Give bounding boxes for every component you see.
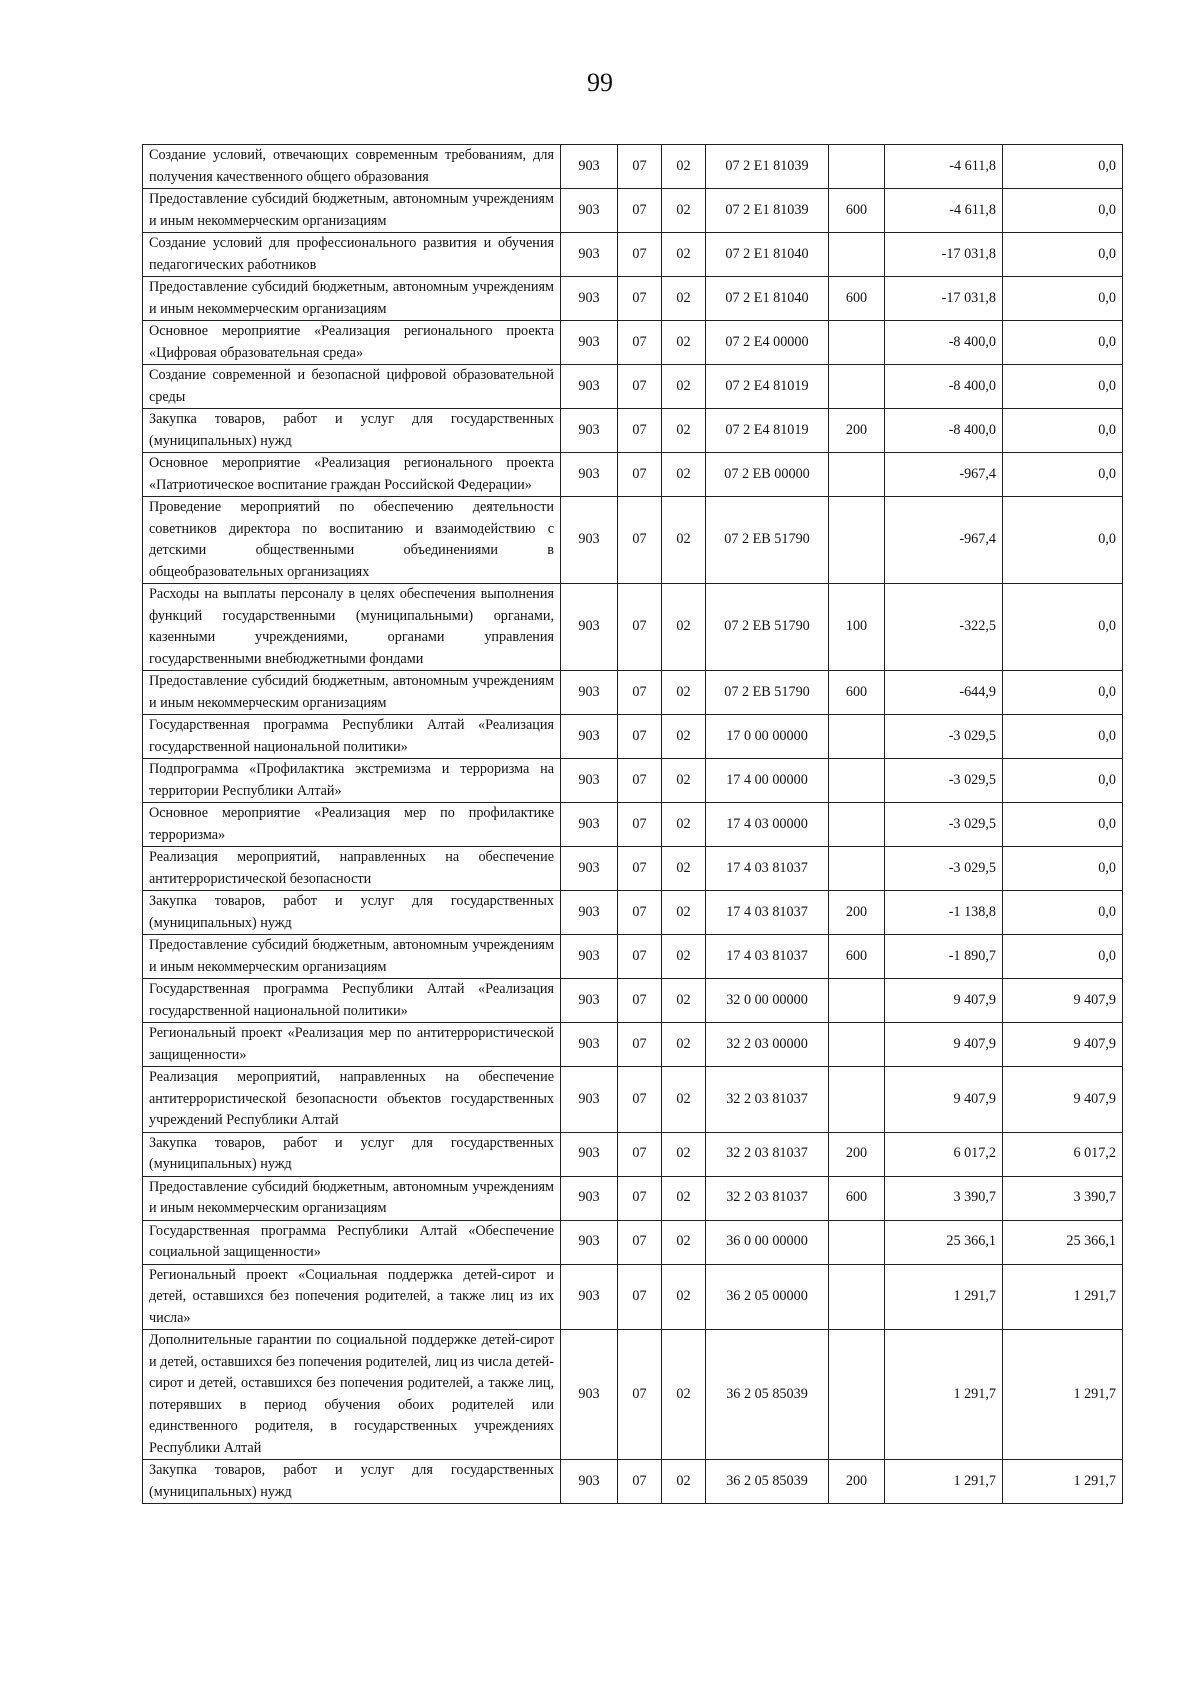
- table-row: [143, 1220, 1123, 1264]
- row-amount-2: 6 017,2: [1003, 1132, 1123, 1176]
- row-description: Расходы на выплаты персоналу в целях обеспечения выполнения функций государственными (муниципальными) органами, казенными учреждениями, органами управления государственными внебюджетными фондами: [143, 584, 561, 671]
- table-row: [143, 1460, 1123, 1504]
- row-subsection-code: 02: [662, 759, 706, 803]
- row-amount-1: -3 029,5: [885, 847, 1003, 891]
- row-ministry-code: 903: [561, 365, 618, 409]
- row-description: Закупка товаров, работ и услуг для государственных (муниципальных) нужд: [143, 409, 561, 453]
- row-expense-type: 200: [829, 1460, 885, 1504]
- row-amount-2: 0,0: [1003, 453, 1123, 497]
- row-target-article: 17 4 00 00000: [706, 759, 829, 803]
- row-ministry-code: 903: [561, 233, 618, 277]
- row-description: Реализация мероприятий, направленных на обеспечение антитеррористической безопасности: [143, 847, 561, 891]
- row-section-code: 07: [618, 759, 662, 803]
- row-target-article: 32 2 03 00000: [706, 1023, 829, 1067]
- table-row: [143, 1132, 1123, 1176]
- row-amount-1: 25 366,1: [885, 1220, 1003, 1264]
- row-expense-type: 200: [829, 891, 885, 935]
- row-target-article: 36 2 05 85039: [706, 1330, 829, 1460]
- row-amount-1: -8 400,0: [885, 409, 1003, 453]
- row-description: Закупка товаров, работ и услуг для государственных (муниципальных) нужд: [143, 1460, 561, 1504]
- row-subsection-code: 02: [662, 1067, 706, 1133]
- row-ministry-code: 903: [561, 1330, 618, 1460]
- row-description: Основное мероприятие «Реализация регионального проекта «Патриотическое воспитание граждан Российской Федерации»: [143, 453, 561, 497]
- row-subsection-code: 02: [662, 979, 706, 1023]
- row-subsection-code: 02: [662, 715, 706, 759]
- table-row: [143, 759, 1123, 803]
- row-amount-2: 0,0: [1003, 409, 1123, 453]
- row-ministry-code: 903: [561, 453, 618, 497]
- table-row: [143, 453, 1123, 497]
- row-target-article: 07 2 E4 81019: [706, 365, 829, 409]
- row-subsection-code: 02: [662, 145, 706, 189]
- row-target-article: 17 4 03 81037: [706, 935, 829, 979]
- row-target-article: 07 2 E4 81019: [706, 409, 829, 453]
- row-section-code: 07: [618, 1067, 662, 1133]
- row-amount-2: 0,0: [1003, 584, 1123, 671]
- table-row: [143, 1067, 1123, 1133]
- row-ministry-code: 903: [561, 497, 618, 584]
- row-amount-1: 9 407,9: [885, 1067, 1003, 1133]
- table-row: [143, 321, 1123, 365]
- row-description: Закупка товаров, работ и услуг для государственных (муниципальных) нужд: [143, 891, 561, 935]
- row-expense-type: [829, 1220, 885, 1264]
- row-description: Дополнительные гарантии по социальной поддержке детей-сирот и детей, оставшихся без попечения родителей, лиц из числа детей-сирот и детей, оставшихся без попечения родителей, а также лиц, потерявших в период обучения обоих родителей или единственного родителя, в государственных учреждениях Республики Алтай: [143, 1330, 561, 1460]
- row-amount-2: 1 291,7: [1003, 1264, 1123, 1330]
- row-subsection-code: 02: [662, 1264, 706, 1330]
- row-target-article: 17 4 03 00000: [706, 803, 829, 847]
- row-amount-2: 0,0: [1003, 189, 1123, 233]
- row-description: Предоставление субсидий бюджетным, автономным учреждениям и иным некоммерческим организациям: [143, 189, 561, 233]
- row-description: Региональный проект «Реализация мер по антитеррористической защищенности»: [143, 1023, 561, 1067]
- budget-table-body: [143, 145, 1123, 1504]
- budget-table: [142, 144, 1123, 1504]
- row-expense-type: 200: [829, 409, 885, 453]
- row-target-article: 32 2 03 81037: [706, 1176, 829, 1220]
- row-ministry-code: 903: [561, 321, 618, 365]
- row-amount-2: 9 407,9: [1003, 1023, 1123, 1067]
- row-amount-1: 9 407,9: [885, 1023, 1003, 1067]
- row-section-code: 07: [618, 979, 662, 1023]
- row-target-article: 17 4 03 81037: [706, 891, 829, 935]
- table-row: [143, 935, 1123, 979]
- row-subsection-code: 02: [662, 1460, 706, 1504]
- row-target-article: 07 2 E1 81040: [706, 277, 829, 321]
- row-section-code: 07: [618, 1132, 662, 1176]
- row-subsection-code: 02: [662, 803, 706, 847]
- row-subsection-code: 02: [662, 584, 706, 671]
- row-section-code: 07: [618, 891, 662, 935]
- table-row: [143, 145, 1123, 189]
- row-subsection-code: 02: [662, 1132, 706, 1176]
- row-ministry-code: 903: [561, 935, 618, 979]
- table-row: [143, 189, 1123, 233]
- row-description: Основное мероприятие «Реализация мер по профилактике терроризма»: [143, 803, 561, 847]
- row-section-code: 07: [618, 1023, 662, 1067]
- row-subsection-code: 02: [662, 409, 706, 453]
- row-subsection-code: 02: [662, 497, 706, 584]
- row-section-code: 07: [618, 277, 662, 321]
- row-target-article: 07 2 EB 51790: [706, 584, 829, 671]
- row-ministry-code: 903: [561, 1023, 618, 1067]
- row-section-code: 07: [618, 409, 662, 453]
- row-subsection-code: 02: [662, 1023, 706, 1067]
- row-expense-type: [829, 979, 885, 1023]
- row-description: Государственная программа Республики Алтай «Реализация государственной национальной политики»: [143, 715, 561, 759]
- row-amount-1: -3 029,5: [885, 715, 1003, 759]
- row-ministry-code: 903: [561, 979, 618, 1023]
- row-amount-1: -8 400,0: [885, 321, 1003, 365]
- row-subsection-code: 02: [662, 1176, 706, 1220]
- row-expense-type: [829, 453, 885, 497]
- row-amount-2: 3 390,7: [1003, 1176, 1123, 1220]
- row-target-article: 17 0 00 00000: [706, 715, 829, 759]
- row-description: Предоставление субсидий бюджетным, автономным учреждениям и иным некоммерческим организациям: [143, 277, 561, 321]
- row-amount-1: -4 611,8: [885, 145, 1003, 189]
- row-section-code: 07: [618, 671, 662, 715]
- row-target-article: 36 2 05 00000: [706, 1264, 829, 1330]
- row-section-code: 07: [618, 497, 662, 584]
- table-row: [143, 1264, 1123, 1330]
- row-ministry-code: 903: [561, 715, 618, 759]
- row-subsection-code: 02: [662, 935, 706, 979]
- row-amount-2: 0,0: [1003, 759, 1123, 803]
- row-amount-2: 0,0: [1003, 365, 1123, 409]
- row-ministry-code: 903: [561, 891, 618, 935]
- row-subsection-code: 02: [662, 891, 706, 935]
- row-amount-1: -17 031,8: [885, 277, 1003, 321]
- row-amount-2: 0,0: [1003, 891, 1123, 935]
- row-description: Проведение мероприятий по обеспечению деятельности советников директора по воспитанию и взаимодействию с детскими общественными объединениями в общеобразовательных организациях: [143, 497, 561, 584]
- row-amount-1: -17 031,8: [885, 233, 1003, 277]
- row-target-article: 32 0 00 00000: [706, 979, 829, 1023]
- row-target-article: 32 2 03 81037: [706, 1067, 829, 1133]
- table-row: [143, 891, 1123, 935]
- row-amount-2: 0,0: [1003, 803, 1123, 847]
- page-number: 99: [587, 68, 613, 97]
- row-target-article: 07 2 E4 00000: [706, 321, 829, 365]
- table-row: [143, 584, 1123, 671]
- row-amount-2: 0,0: [1003, 321, 1123, 365]
- row-ministry-code: 903: [561, 1460, 618, 1504]
- table-row: [143, 671, 1123, 715]
- row-amount-1: 3 390,7: [885, 1176, 1003, 1220]
- row-amount-1: -967,4: [885, 497, 1003, 584]
- table-row: [143, 497, 1123, 584]
- row-amount-2: 0,0: [1003, 715, 1123, 759]
- row-section-code: 07: [618, 233, 662, 277]
- row-section-code: 07: [618, 1176, 662, 1220]
- row-target-article: 07 2 EB 51790: [706, 671, 829, 715]
- row-expense-type: 600: [829, 277, 885, 321]
- row-description: Региональный проект «Социальная поддержка детей-сирот и детей, оставшихся без попечения родителей, а также лиц из их числа»: [143, 1264, 561, 1330]
- table-row: [143, 1330, 1123, 1460]
- row-amount-1: -4 611,8: [885, 189, 1003, 233]
- row-target-article: 07 2 EB 00000: [706, 453, 829, 497]
- row-amount-2: 0,0: [1003, 671, 1123, 715]
- row-description: Основное мероприятие «Реализация регионального проекта «Цифровая образовательная среда»: [143, 321, 561, 365]
- row-amount-2: 0,0: [1003, 935, 1123, 979]
- row-expense-type: [829, 1330, 885, 1460]
- table-row: [143, 715, 1123, 759]
- row-description: Государственная программа Республики Алтай «Реализация государственной национальной политики»: [143, 979, 561, 1023]
- row-expense-type: [829, 847, 885, 891]
- row-amount-1: 9 407,9: [885, 979, 1003, 1023]
- row-target-article: 07 2 EB 51790: [706, 497, 829, 584]
- row-description: Создание современной и безопасной цифровой образовательной среды: [143, 365, 561, 409]
- row-amount-1: -8 400,0: [885, 365, 1003, 409]
- row-ministry-code: 903: [561, 1264, 618, 1330]
- row-ministry-code: 903: [561, 145, 618, 189]
- row-amount-1: -3 029,5: [885, 803, 1003, 847]
- row-expense-type: 200: [829, 1132, 885, 1176]
- row-amount-2: 0,0: [1003, 233, 1123, 277]
- row-section-code: 07: [618, 1330, 662, 1460]
- row-description: Подпрограмма «Профилактика экстремизма и терроризма на территории Республики Алтай»: [143, 759, 561, 803]
- row-description: Государственная программа Республики Алтай «Обеспечение социальной защищенности»: [143, 1220, 561, 1264]
- row-amount-2: 9 407,9: [1003, 979, 1123, 1023]
- row-subsection-code: 02: [662, 1220, 706, 1264]
- row-subsection-code: 02: [662, 671, 706, 715]
- table-row: [143, 1176, 1123, 1220]
- row-amount-1: -1 890,7: [885, 935, 1003, 979]
- row-ministry-code: 903: [561, 409, 618, 453]
- row-ministry-code: 903: [561, 759, 618, 803]
- row-target-article: 17 4 03 81037: [706, 847, 829, 891]
- row-ministry-code: 903: [561, 1176, 618, 1220]
- table-row: [143, 365, 1123, 409]
- row-expense-type: [829, 365, 885, 409]
- row-ministry-code: 903: [561, 847, 618, 891]
- row-ministry-code: 903: [561, 189, 618, 233]
- row-expense-type: [829, 1067, 885, 1133]
- row-expense-type: [829, 497, 885, 584]
- row-expense-type: 600: [829, 189, 885, 233]
- row-amount-2: 1 291,7: [1003, 1460, 1123, 1504]
- row-section-code: 07: [618, 321, 662, 365]
- row-section-code: 07: [618, 1264, 662, 1330]
- row-section-code: 07: [618, 453, 662, 497]
- row-subsection-code: 02: [662, 365, 706, 409]
- row-section-code: 07: [618, 715, 662, 759]
- row-target-article: 07 2 E1 81039: [706, 189, 829, 233]
- row-section-code: 07: [618, 189, 662, 233]
- table-row: [143, 979, 1123, 1023]
- row-section-code: 07: [618, 365, 662, 409]
- row-target-article: 07 2 E1 81039: [706, 145, 829, 189]
- row-amount-1: -3 029,5: [885, 759, 1003, 803]
- table-row: [143, 1023, 1123, 1067]
- row-expense-type: 600: [829, 671, 885, 715]
- row-amount-2: 0,0: [1003, 497, 1123, 584]
- row-subsection-code: 02: [662, 189, 706, 233]
- row-description: Создание условий, отвечающих современным требованиям, для получения качественного общего образования: [143, 145, 561, 189]
- row-amount-1: 6 017,2: [885, 1132, 1003, 1176]
- row-expense-type: [829, 321, 885, 365]
- row-ministry-code: 903: [561, 671, 618, 715]
- row-subsection-code: 02: [662, 277, 706, 321]
- row-section-code: 07: [618, 1460, 662, 1504]
- row-expense-type: [829, 1264, 885, 1330]
- row-expense-type: 600: [829, 1176, 885, 1220]
- row-description: Предоставление субсидий бюджетным, автономным учреждениям и иным некоммерческим организациям: [143, 671, 561, 715]
- row-expense-type: [829, 759, 885, 803]
- row-expense-type: [829, 145, 885, 189]
- row-subsection-code: 02: [662, 233, 706, 277]
- row-section-code: 07: [618, 1220, 662, 1264]
- row-ministry-code: 903: [561, 1132, 618, 1176]
- row-subsection-code: 02: [662, 453, 706, 497]
- row-target-article: 36 0 00 00000: [706, 1220, 829, 1264]
- row-description: Предоставление субсидий бюджетным, автономным учреждениям и иным некоммерческим организациям: [143, 935, 561, 979]
- row-amount-2: 1 291,7: [1003, 1330, 1123, 1460]
- row-section-code: 07: [618, 145, 662, 189]
- row-ministry-code: 903: [561, 803, 618, 847]
- row-subsection-code: 02: [662, 847, 706, 891]
- table-row: [143, 409, 1123, 453]
- row-amount-2: 0,0: [1003, 277, 1123, 321]
- row-amount-2: 0,0: [1003, 847, 1123, 891]
- row-section-code: 07: [618, 935, 662, 979]
- row-expense-type: 100: [829, 584, 885, 671]
- row-amount-1: -1 138,8: [885, 891, 1003, 935]
- row-target-article: 07 2 E1 81040: [706, 233, 829, 277]
- row-amount-2: 0,0: [1003, 145, 1123, 189]
- row-section-code: 07: [618, 584, 662, 671]
- row-section-code: 07: [618, 803, 662, 847]
- row-amount-1: 1 291,7: [885, 1460, 1003, 1504]
- table-row: [143, 847, 1123, 891]
- row-amount-1: -967,4: [885, 453, 1003, 497]
- row-amount-1: 1 291,7: [885, 1264, 1003, 1330]
- row-amount-1: -322,5: [885, 584, 1003, 671]
- row-expense-type: 600: [829, 935, 885, 979]
- row-description: Создание условий для профессионального развития и обучения педагогических работников: [143, 233, 561, 277]
- row-subsection-code: 02: [662, 321, 706, 365]
- row-ministry-code: 903: [561, 277, 618, 321]
- row-description: Закупка товаров, работ и услуг для государственных (муниципальных) нужд: [143, 1132, 561, 1176]
- row-expense-type: [829, 1023, 885, 1067]
- row-target-article: 32 2 03 81037: [706, 1132, 829, 1176]
- row-subsection-code: 02: [662, 1330, 706, 1460]
- row-amount-1: -644,9: [885, 671, 1003, 715]
- row-description: Реализация мероприятий, направленных на обеспечение антитеррористической безопасности объектов государственных учреждений Республики Алтай: [143, 1067, 561, 1133]
- row-expense-type: [829, 715, 885, 759]
- row-ministry-code: 903: [561, 584, 618, 671]
- row-section-code: 07: [618, 847, 662, 891]
- row-ministry-code: 903: [561, 1220, 618, 1264]
- row-target-article: 36 2 05 85039: [706, 1460, 829, 1504]
- row-ministry-code: 903: [561, 1067, 618, 1133]
- table-row: [143, 233, 1123, 277]
- row-amount-2: 25 366,1: [1003, 1220, 1123, 1264]
- row-expense-type: [829, 803, 885, 847]
- row-expense-type: [829, 233, 885, 277]
- row-description: Предоставление субсидий бюджетным, автономным учреждениям и иным некоммерческим организациям: [143, 1176, 561, 1220]
- row-amount-2: 9 407,9: [1003, 1067, 1123, 1133]
- row-amount-1: 1 291,7: [885, 1330, 1003, 1460]
- table-row: [143, 803, 1123, 847]
- table-row: [143, 277, 1123, 321]
